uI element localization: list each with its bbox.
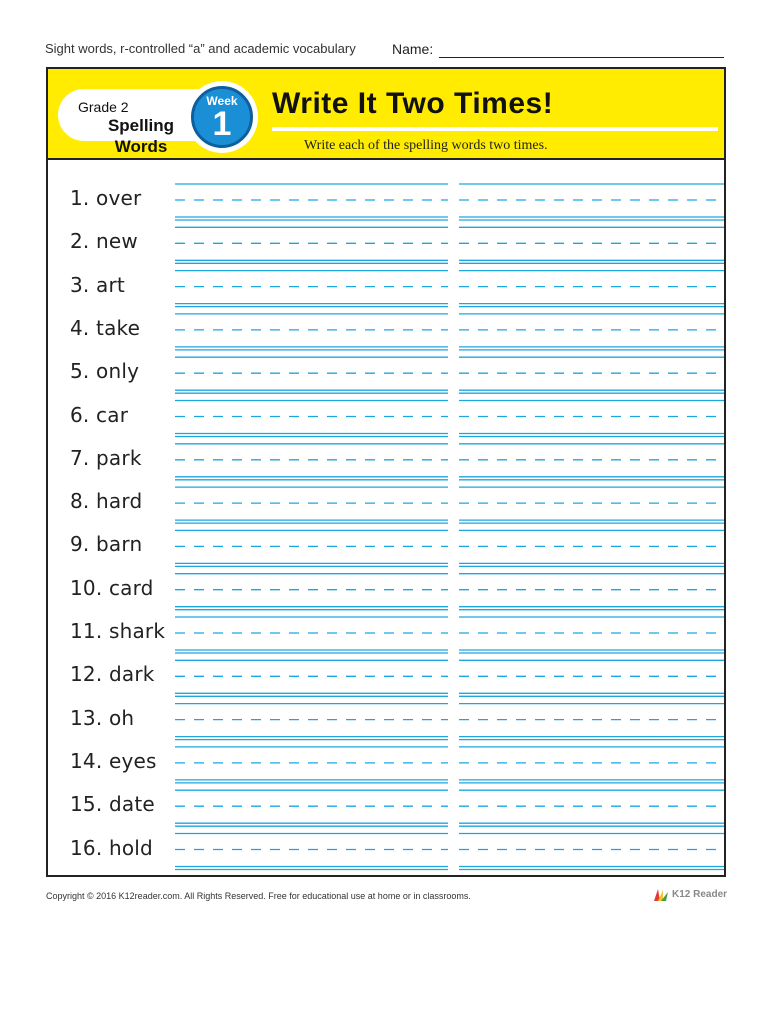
writing-line-set[interactable] [459, 834, 724, 870]
writing-line-set[interactable] [459, 704, 724, 740]
writing-line-set[interactable] [175, 834, 448, 870]
copyright-text: Copyright © 2016 K12reader.com. All Rights Reserved. Free for educational use at home or in classrooms. [46, 891, 471, 901]
spelling-word: 9. barn [70, 532, 143, 557]
writing-line-set[interactable] [175, 747, 448, 783]
spelling-word: 4. take [70, 315, 141, 340]
writing-line-set[interactable] [459, 530, 724, 566]
writing-line-set[interactable] [459, 444, 724, 480]
spelling-word: 10. card [70, 575, 154, 600]
week-number: 1 [212, 105, 232, 143]
week-label: Week [206, 94, 238, 108]
writing-line-set[interactable] [175, 617, 448, 653]
spelling-word: 8. hard [70, 489, 143, 514]
worksheet [46, 67, 726, 877]
writing-line-set[interactable] [175, 184, 448, 220]
logo-text: K12 Reader [672, 889, 728, 900]
spelling-word: 3. art [70, 272, 125, 297]
writing-line-set[interactable] [459, 227, 724, 263]
writing-line-set[interactable] [175, 704, 448, 740]
worksheet-instructions: Write each of the spelling words two times. [304, 138, 548, 153]
spelling-word: 7. park [70, 445, 142, 470]
writing-line-set[interactable] [459, 617, 724, 653]
k12-fan-icon [652, 888, 670, 902]
spelling-word: 11. shark [70, 619, 166, 643]
writing-line-set[interactable] [175, 530, 448, 566]
writing-line-set[interactable] [175, 271, 448, 307]
worksheet-topic: Sight words, r-controlled “a” and academic vocabulary [45, 41, 356, 56]
writing-line-set[interactable] [459, 314, 724, 350]
writing-line-set[interactable] [175, 401, 448, 437]
writing-line-set[interactable] [459, 574, 724, 610]
writing-line-set[interactable] [175, 227, 448, 263]
writing-line-set[interactable] [459, 184, 724, 220]
spelling-word: 16. hold [70, 835, 153, 860]
spelling-words-label: Spelling Words [107, 116, 175, 156]
writing-line-set[interactable] [459, 401, 724, 437]
spelling-word: 13. oh [70, 705, 135, 730]
spelling-word: 1. over [70, 186, 142, 210]
writing-line-set[interactable] [175, 444, 448, 480]
spelling-word: 5. only [70, 359, 140, 384]
writing-line-set[interactable] [459, 660, 724, 696]
writing-line-set[interactable] [175, 357, 448, 393]
k12-reader-logo [652, 887, 728, 905]
writing-line-set[interactable] [175, 314, 448, 350]
writing-line-set[interactable] [459, 357, 724, 393]
writing-line-set[interactable] [175, 574, 448, 610]
writing-line-set[interactable] [459, 747, 724, 783]
writing-line-set[interactable] [459, 487, 724, 523]
writing-line-set[interactable] [459, 790, 724, 826]
name-underline [439, 57, 724, 58]
spelling-word: 12. dark [70, 662, 155, 687]
name-field[interactable] [392, 41, 724, 59]
writing-line-set[interactable] [175, 487, 448, 523]
spelling-word: 2. new [70, 229, 138, 254]
writing-line-set[interactable] [459, 271, 724, 307]
writing-line-set[interactable] [175, 790, 448, 826]
spelling-word: 6. car [70, 402, 129, 427]
spelling-word: 15. date [70, 792, 155, 817]
name-label: Name: [392, 41, 434, 57]
worksheet-title: Write It Two Times! [272, 87, 554, 120]
grade-label: Grade 2 [78, 99, 129, 115]
writing-line-set[interactable] [175, 660, 448, 696]
spelling-word: 14. eyes [70, 748, 157, 773]
